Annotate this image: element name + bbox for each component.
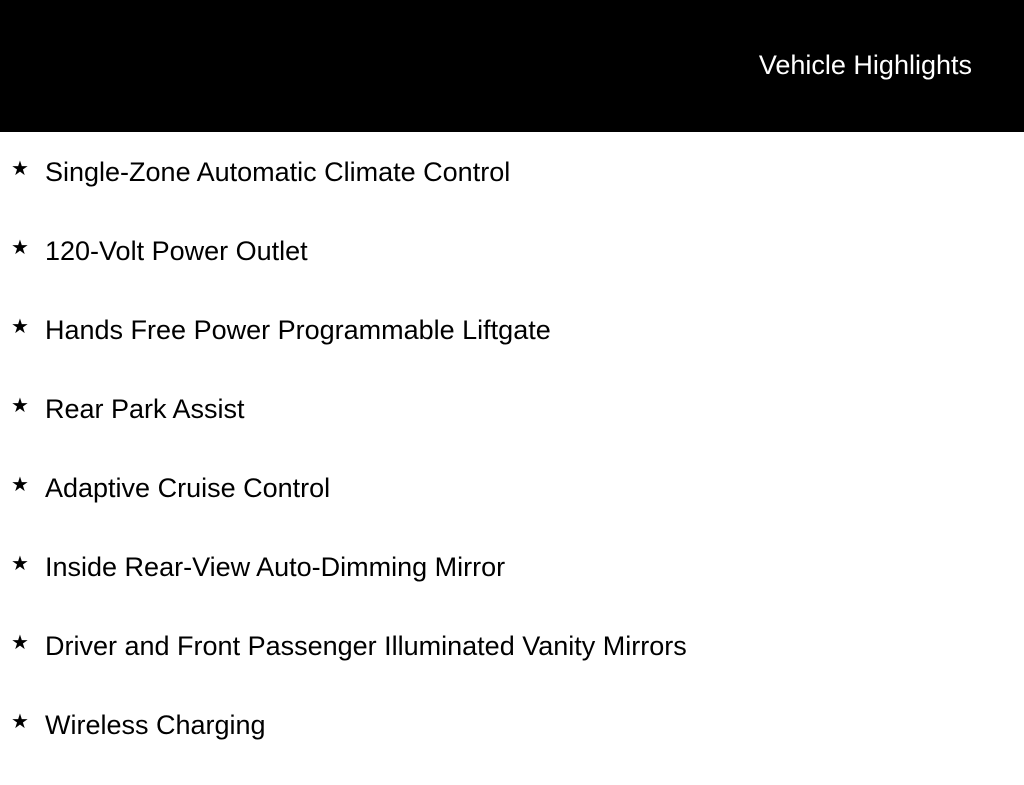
highlight-label: Inside Rear-View Auto-Dimming Mirror — [45, 552, 506, 582]
list-item — [0, 627, 1024, 706]
star-icon: ★ — [11, 316, 29, 338]
page-title: Vehicle Highlights — [758, 50, 972, 80]
highlights-list — [0, 153, 1024, 785]
star-icon: ★ — [11, 632, 29, 654]
list-item — [0, 153, 1024, 232]
list-item — [0, 232, 1024, 311]
list-item — [0, 706, 1024, 785]
list-item — [0, 548, 1024, 627]
highlight-label: Driver and Front Passenger Illuminated Vanity Mirrors — [45, 631, 687, 661]
highlight-label: Single-Zone Automatic Climate Control — [45, 157, 511, 187]
highlight-label: Wireless Charging — [45, 710, 266, 740]
star-icon: ★ — [11, 237, 29, 259]
star-icon: ★ — [11, 395, 29, 417]
highlight-label: Hands Free Power Programmable Liftgate — [45, 315, 551, 345]
star-icon: ★ — [11, 474, 29, 496]
highlight-label: Rear Park Assist — [45, 394, 245, 424]
star-icon: ★ — [11, 711, 29, 733]
list-item — [0, 311, 1024, 390]
star-icon: ★ — [11, 553, 29, 575]
header-bar — [0, 0, 1024, 132]
highlight-label: 120-Volt Power Outlet — [45, 236, 308, 266]
star-icon: ★ — [11, 158, 29, 180]
list-item — [0, 469, 1024, 548]
highlight-label: Adaptive Cruise Control — [45, 473, 331, 503]
list-item — [0, 390, 1024, 469]
